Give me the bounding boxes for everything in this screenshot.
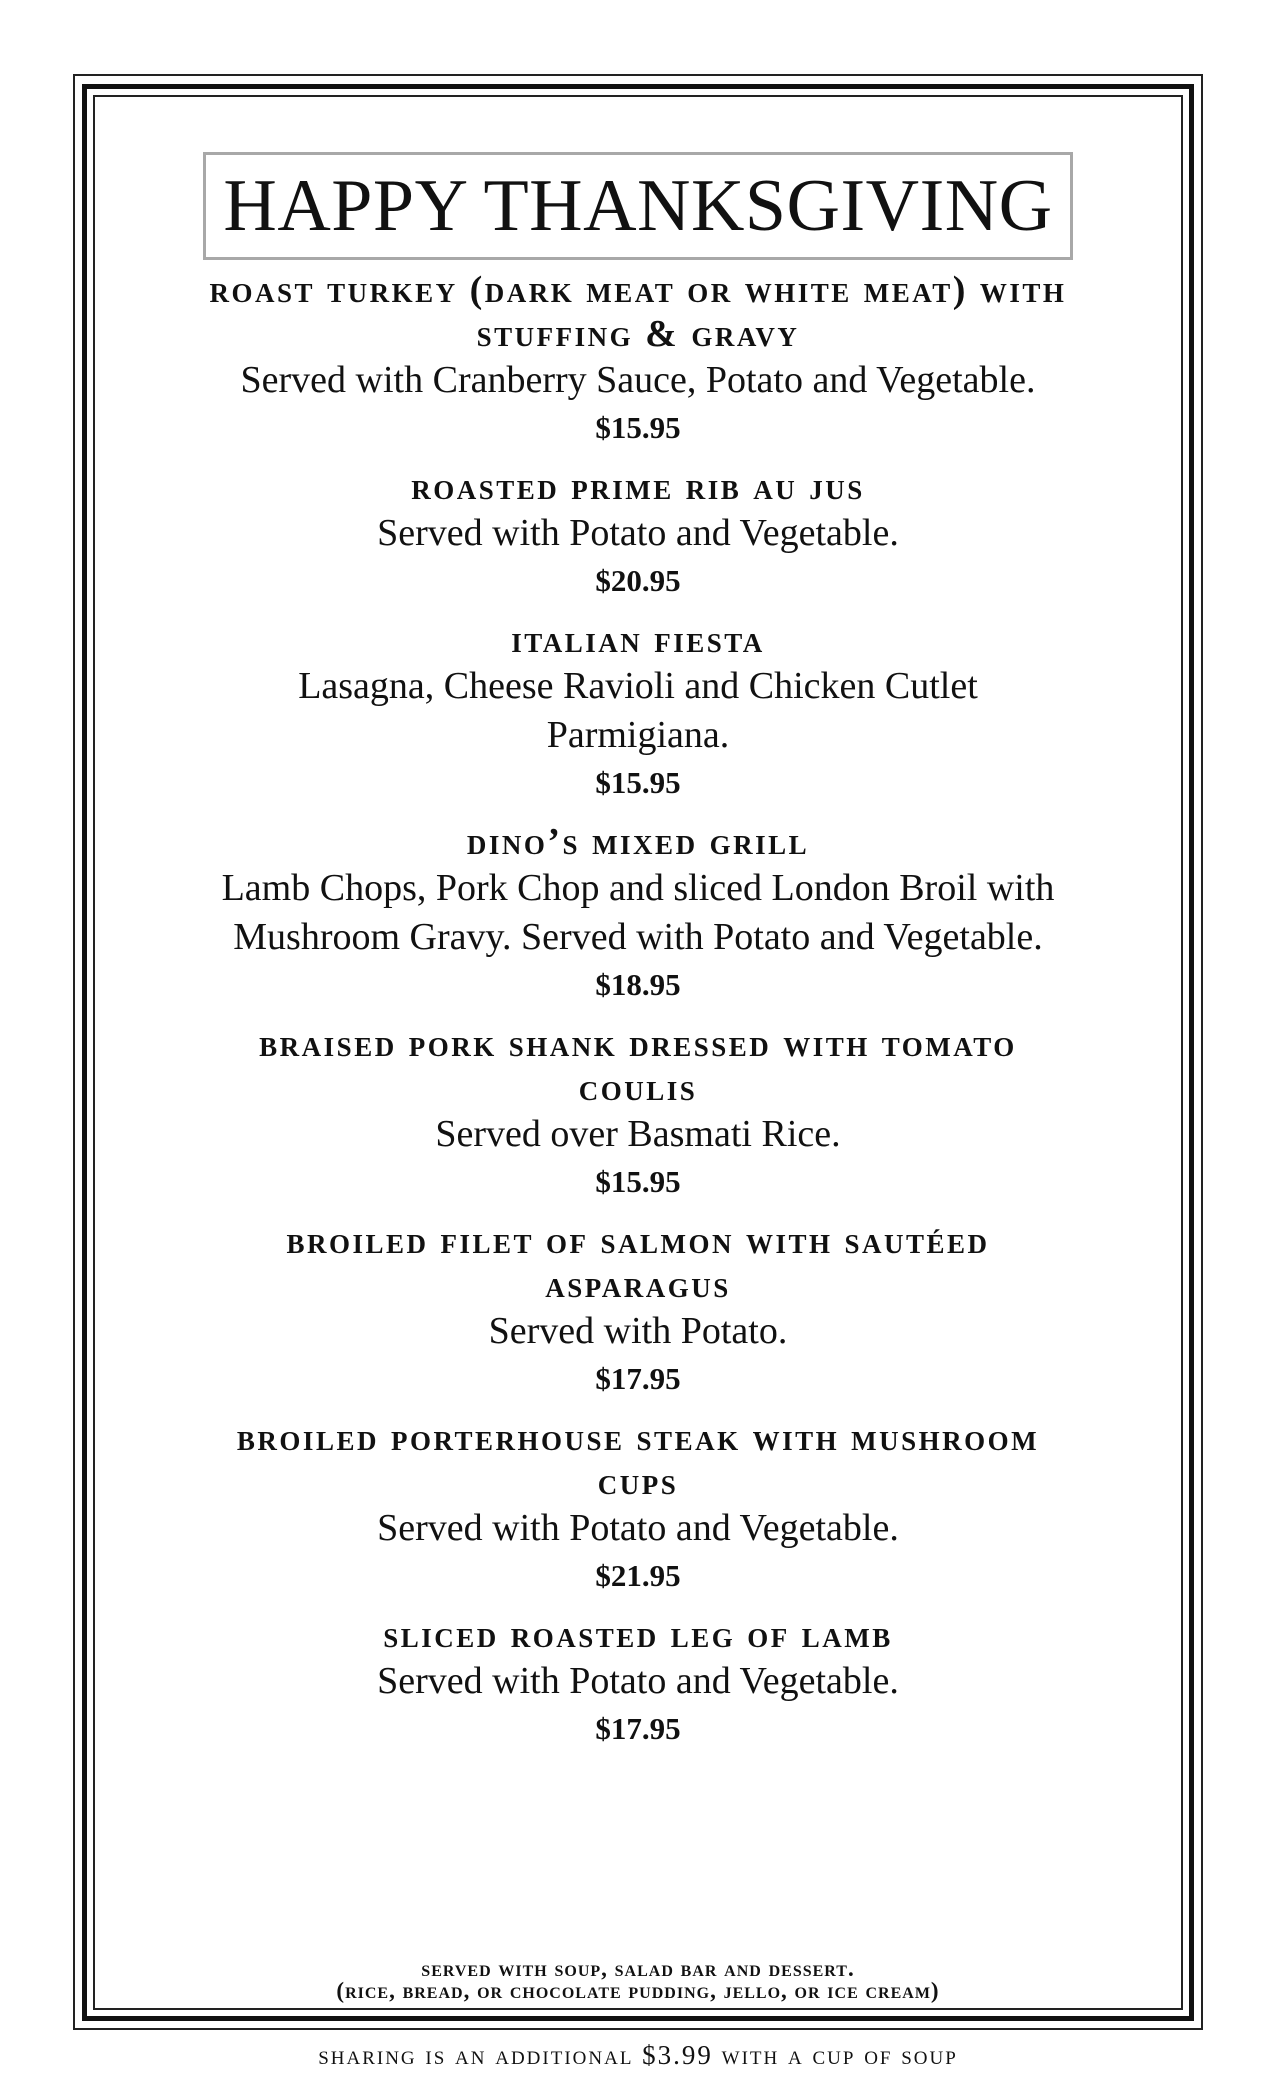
item-description: Lasagna, Cheese Ravioli and Chicken Cutlet Parmigiana. [298,665,978,756]
item-description: Served with Potato and Vegetable. [377,512,899,554]
menu-item [150,820,1126,1007]
item-name: roast turkey (dark meat or white meat) with stuffing & gravy [209,269,1067,355]
menu-item [150,465,1126,603]
sharing-note: sharing is an additional $3.99 with a cup of soup [318,2040,958,2070]
menu-item [150,618,1126,805]
item-description: Served with Potato. [488,1310,788,1352]
title-box [203,152,1073,260]
item-price: $15.95 [595,1164,681,1199]
menu-item [150,268,1126,450]
item-price: $17.95 [595,1711,681,1746]
menu-item [150,1022,1126,1204]
item-price: $21.95 [595,1558,681,1593]
item-price: $15.95 [595,765,681,800]
item-name: sliced roasted leg of lamb [383,1614,893,1656]
item-price: $20.95 [595,563,681,598]
served-line-2: (rice, bread, or chocolate pudding, jello, or ice cream) [336,1978,940,2003]
item-description: Served over Basmati Rice. [435,1113,841,1155]
item-price: $18.95 [595,967,681,1002]
item-name: broiled filet of salmon with sautéed asparagus [286,1220,990,1306]
item-price: $17.95 [595,1361,681,1396]
item-description: Served with Potato and Vegetable. [377,1660,899,1702]
served-line-1: served with soup, salad bar and dessert. [421,1956,855,1981]
item-name: roasted prime rib au jus [411,466,865,508]
item-description: Served with Cranberry Sauce, Potato and Vegetable. [240,359,1036,401]
menu-title: HAPPY THANKSGIVING [223,165,1053,247]
item-name: italian fiesta [511,619,765,661]
item-description: Lamb Chops, Pork Chop and sliced London Broil with Mushroom Gravy. Served with Potato and Vegetable. [221,867,1055,958]
menu-item [150,1613,1126,1751]
item-name: broiled porterhouse steak with mushroom cups [236,1417,1040,1503]
item-name: braised pork shank dressed with tomato coulis [259,1023,1017,1109]
menu-items [150,268,1126,1766]
item-price: $15.95 [595,410,681,445]
item-name: dino’s mixed grill [466,821,810,863]
menu-item [150,1219,1126,1401]
menu-item [150,1416,1126,1598]
served-with-note [100,1958,1176,2002]
item-description: Served with Potato and Vegetable. [377,1507,899,1549]
